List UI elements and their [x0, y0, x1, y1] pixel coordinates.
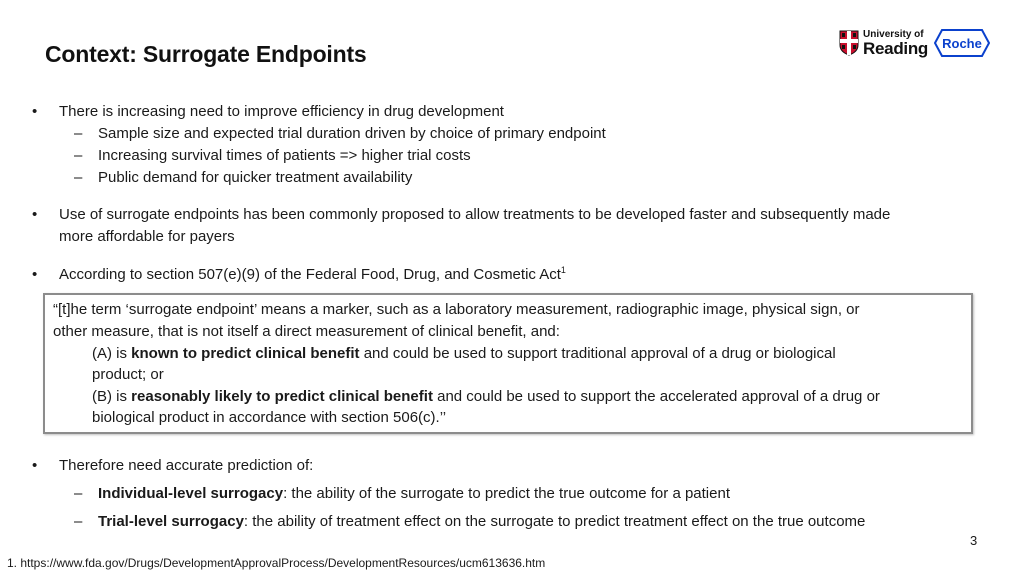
bullet-icon: • [32, 457, 38, 474]
bullet-2-line-2: more affordable for payers [59, 228, 235, 245]
bullet-1-sub-1: Sample size and expected trial duration driven by choice of primary endpoint [98, 125, 606, 142]
trial-level-surrogacy-label: Trial-level surrogacy [98, 513, 244, 530]
quote-b-prefix: (B) is [92, 388, 132, 405]
university-of-reading-logo [839, 30, 928, 57]
bullet-icon: • [32, 206, 38, 223]
trial-level-surrogacy-desc: : the ability of treatment effect on the surrogate to predict treatment effect on the true outcome [243, 513, 866, 530]
dash-icon: – [74, 147, 83, 164]
bullet-3-text [59, 264, 566, 286]
bullet-1-text: There is increasing need to improve efficiency in drug development [59, 103, 504, 120]
bullet-icon: • [32, 103, 38, 120]
quote-line-2: other measure, that is not itself a direct measurement of clinical benefit, and: [53, 323, 560, 340]
logo-text-small: University of [863, 28, 924, 40]
individual-level-surrogacy-desc: : the ability of the surrogate to predict the true outcome for a patient [283, 485, 730, 502]
quote-b-rest: and could be used to support the accelerated approval of a drug or [432, 388, 880, 405]
quote-item-b [92, 386, 880, 408]
fda-definition-quote-box [43, 293, 973, 434]
dash-icon: – [74, 125, 83, 142]
footnote-reference: 1 [560, 265, 566, 275]
quote-line-1: “[t]he term ‘surrogate endpoint’ means a marker, such as a laboratory measurement, radiographic image, physical sign, or [53, 301, 860, 318]
logos [839, 26, 990, 60]
page-number: 3 [970, 533, 978, 548]
individual-level-surrogacy-label: Individual-level surrogacy [98, 485, 284, 502]
quote-b-bold: reasonably likely to predict clinical benefit [131, 388, 433, 405]
dash-icon: – [74, 513, 83, 530]
footnote: 1. https://www.fda.gov/Drugs/DevelopmentApprovalProcess/DevelopmentResources/ucm613636.htm [7, 556, 546, 570]
quote-a-bold: known to predict clinical benefit [131, 345, 360, 362]
roche-logo [934, 28, 990, 58]
quote-item-b-line-2: biological product in accordance with section 506(c).’’ [92, 409, 447, 426]
crest-icon [839, 30, 859, 56]
bullet-3-label: According to section 507(e)(9) of the Federal Food, Drug, and Cosmetic Act [59, 266, 561, 283]
quote-item-a [92, 343, 836, 365]
logo-text-big: Reading [863, 38, 928, 58]
bullet-2-line-1: Use of surrogate endpoints has been commonly proposed to allow treatments to be developed faster and subsequently made [59, 206, 891, 223]
bullet-1-sub-2: Increasing survival times of patients => higher trial costs [98, 147, 471, 164]
bullet-icon: • [32, 266, 38, 283]
bullet-4-sub-2 [98, 511, 865, 533]
quote-item-a-line-2: product; or [92, 366, 164, 383]
quote-a-rest: and could be used to support traditional approval of a drug or biological [359, 345, 836, 362]
quote-a-prefix: (A) is [92, 345, 132, 362]
bullet-1-sub-3: Public demand for quicker treatment availability [98, 169, 413, 186]
bullet-4-text: Therefore need accurate prediction of: [59, 457, 314, 474]
bullet-4-sub-1 [98, 483, 730, 505]
dash-icon: – [74, 169, 83, 186]
roche-logo-text: Roche [942, 36, 982, 51]
dash-icon: – [74, 485, 83, 502]
slide-title: Context: Surrogate Endpoints [45, 41, 367, 67]
